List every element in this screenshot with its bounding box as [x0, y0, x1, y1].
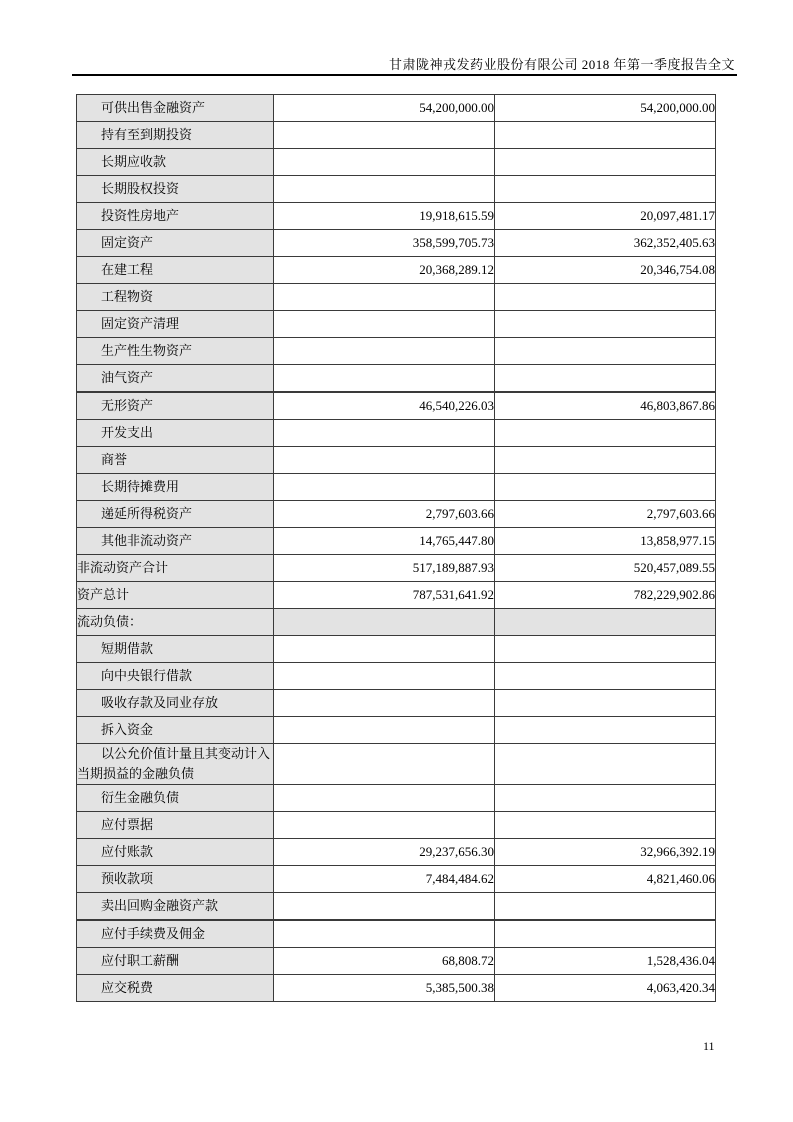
- row-label: 无形资产: [77, 392, 274, 420]
- row-label: 在建工程: [77, 257, 274, 284]
- value-cell-2: 54,200,000.00: [495, 95, 716, 122]
- table-row: [77, 474, 716, 501]
- row-label: 长期股权投资: [77, 176, 274, 203]
- table-row: [77, 257, 716, 284]
- row-label: 应付手续费及佣金: [77, 920, 274, 948]
- value-cell-1: [274, 176, 495, 203]
- value-cell-2: 2,797,603.66: [495, 501, 716, 528]
- value-cell-1: [274, 149, 495, 176]
- value-cell-1: [274, 920, 495, 948]
- value-cell-1: 14,765,447.80: [274, 528, 495, 555]
- row-label: 应付账款: [77, 839, 274, 866]
- row-label: 卖出回购金融资产款: [77, 893, 274, 921]
- value-cell-2: 1,528,436.04: [495, 948, 716, 975]
- row-label: 固定资产: [77, 230, 274, 257]
- value-cell-1: 2,797,603.66: [274, 501, 495, 528]
- value-cell-2: [495, 812, 716, 839]
- value-cell-2: 782,229,902.86: [495, 582, 716, 609]
- value-cell-1: [274, 609, 495, 636]
- value-cell-1: [274, 311, 495, 338]
- row-label: 拆入资金: [77, 717, 274, 744]
- row-label: 衍生金融负债: [77, 785, 274, 812]
- value-cell-1: 29,237,656.30: [274, 839, 495, 866]
- table-row: [77, 839, 716, 866]
- table-row: [77, 690, 716, 717]
- value-cell-1: 7,484,484.62: [274, 866, 495, 893]
- value-cell-1: [274, 474, 495, 501]
- value-cell-2: [495, 920, 716, 948]
- table-row: [77, 555, 716, 582]
- value-cell-2: [495, 474, 716, 501]
- table-row: [77, 501, 716, 528]
- table-row: [77, 95, 716, 122]
- table-row: [77, 744, 716, 785]
- value-cell-2: 46,803,867.86: [495, 392, 716, 420]
- value-cell-2: [495, 311, 716, 338]
- value-cell-2: [495, 690, 716, 717]
- balance-sheet-table: [76, 94, 716, 1002]
- value-cell-2: 20,346,754.08: [495, 257, 716, 284]
- table-row: [77, 663, 716, 690]
- value-cell-2: 13,858,977.15: [495, 528, 716, 555]
- row-label: 流动负债：: [77, 609, 274, 636]
- row-label: 固定资产清理: [77, 311, 274, 338]
- value-cell-2: [495, 893, 716, 921]
- value-cell-2: 4,821,460.06: [495, 866, 716, 893]
- table-row: [77, 392, 716, 420]
- value-cell-1: [274, 122, 495, 149]
- table-row: [77, 866, 716, 893]
- row-label: 其他非流动资产: [77, 528, 274, 555]
- value-cell-1: [274, 744, 495, 785]
- row-label: 长期待摊费用: [77, 474, 274, 501]
- value-cell-2: [495, 636, 716, 663]
- table-row: [77, 528, 716, 555]
- table-row: [77, 176, 716, 203]
- value-cell-2: [495, 365, 716, 393]
- header-rule: [72, 74, 737, 76]
- value-cell-2: [495, 176, 716, 203]
- value-cell-1: [274, 365, 495, 393]
- value-cell-2: [495, 284, 716, 311]
- row-label: 生产性生物资产: [77, 338, 274, 365]
- value-cell-1: 54,200,000.00: [274, 95, 495, 122]
- value-cell-1: 46,540,226.03: [274, 392, 495, 420]
- table-row: [77, 582, 716, 609]
- value-cell-1: [274, 338, 495, 365]
- table-row: [77, 447, 716, 474]
- table-row: [77, 149, 716, 176]
- value-cell-1: [274, 663, 495, 690]
- value-cell-1: [274, 785, 495, 812]
- value-cell-2: [495, 149, 716, 176]
- value-cell-1: [274, 812, 495, 839]
- value-cell-1: [274, 420, 495, 447]
- table-row: [77, 284, 716, 311]
- row-label: 递延所得税资产: [77, 501, 274, 528]
- table-row: [77, 920, 716, 948]
- value-cell-2: 4,063,420.34: [495, 975, 716, 1002]
- table-row: [77, 785, 716, 812]
- value-cell-2: [495, 609, 716, 636]
- page-number: 11: [703, 1039, 715, 1053]
- row-label: 应付票据: [77, 812, 274, 839]
- value-cell-2: 20,097,481.17: [495, 203, 716, 230]
- table-row: [77, 230, 716, 257]
- value-cell-1: 787,531,641.92: [274, 582, 495, 609]
- row-label: 持有至到期投资: [77, 122, 274, 149]
- table-row: [77, 203, 716, 230]
- value-cell-2: [495, 744, 716, 785]
- value-cell-2: [495, 447, 716, 474]
- value-cell-2: [495, 717, 716, 744]
- value-cell-1: [274, 690, 495, 717]
- value-cell-1: [274, 717, 495, 744]
- row-label: 非流动资产合计: [77, 555, 274, 582]
- row-label: 应交税费: [77, 975, 274, 1002]
- row-label: 工程物资: [77, 284, 274, 311]
- value-cell-2: [495, 338, 716, 365]
- row-label: 开发支出: [77, 420, 274, 447]
- value-cell-1: 517,189,887.93: [274, 555, 495, 582]
- table-row: [77, 338, 716, 365]
- table-row: [77, 975, 716, 1002]
- value-cell-2: 32,966,392.19: [495, 839, 716, 866]
- value-cell-1: [274, 447, 495, 474]
- table-row: [77, 365, 716, 393]
- row-label: 投资性房地产: [77, 203, 274, 230]
- table-row: [77, 122, 716, 149]
- value-cell-1: 68,808.72: [274, 948, 495, 975]
- row-label: 以公允价值计量且其变动计入当期损益的金融负债: [77, 744, 274, 785]
- value-cell-1: 20,368,289.12: [274, 257, 495, 284]
- row-label: 长期应收款: [77, 149, 274, 176]
- header-title: 甘肃陇神戎发药业股份有限公司 2018 年第一季度报告全文: [388, 57, 735, 72]
- row-label: 向中央银行借款: [77, 663, 274, 690]
- value-cell-2: 362,352,405.63: [495, 230, 716, 257]
- value-cell-2: [495, 785, 716, 812]
- balance-sheet-body: [77, 95, 716, 1002]
- table-row: [77, 420, 716, 447]
- value-cell-1: 358,599,705.73: [274, 230, 495, 257]
- row-label: 应付职工薪酬: [77, 948, 274, 975]
- value-cell-2: [495, 663, 716, 690]
- table-row: [77, 609, 716, 636]
- table-row: [77, 812, 716, 839]
- row-label: 预收款项: [77, 866, 274, 893]
- table-row: [77, 636, 716, 663]
- value-cell-2: 520,457,089.55: [495, 555, 716, 582]
- row-label: 吸收存款及同业存放: [77, 690, 274, 717]
- value-cell-1: 5,385,500.38: [274, 975, 495, 1002]
- row-label: 可供出售金融资产: [77, 95, 274, 122]
- value-cell-2: [495, 122, 716, 149]
- row-label: 商誉: [77, 447, 274, 474]
- value-cell-1: 19,918,615.59: [274, 203, 495, 230]
- table-row: [77, 948, 716, 975]
- table-row: [77, 311, 716, 338]
- value-cell-2: [495, 420, 716, 447]
- value-cell-1: [274, 893, 495, 921]
- value-cell-1: [274, 636, 495, 663]
- table-row: [77, 893, 716, 921]
- value-cell-1: [274, 284, 495, 311]
- row-label: 资产总计: [77, 582, 274, 609]
- table-row: [77, 717, 716, 744]
- row-label: 短期借款: [77, 636, 274, 663]
- row-label: 油气资产: [77, 365, 274, 393]
